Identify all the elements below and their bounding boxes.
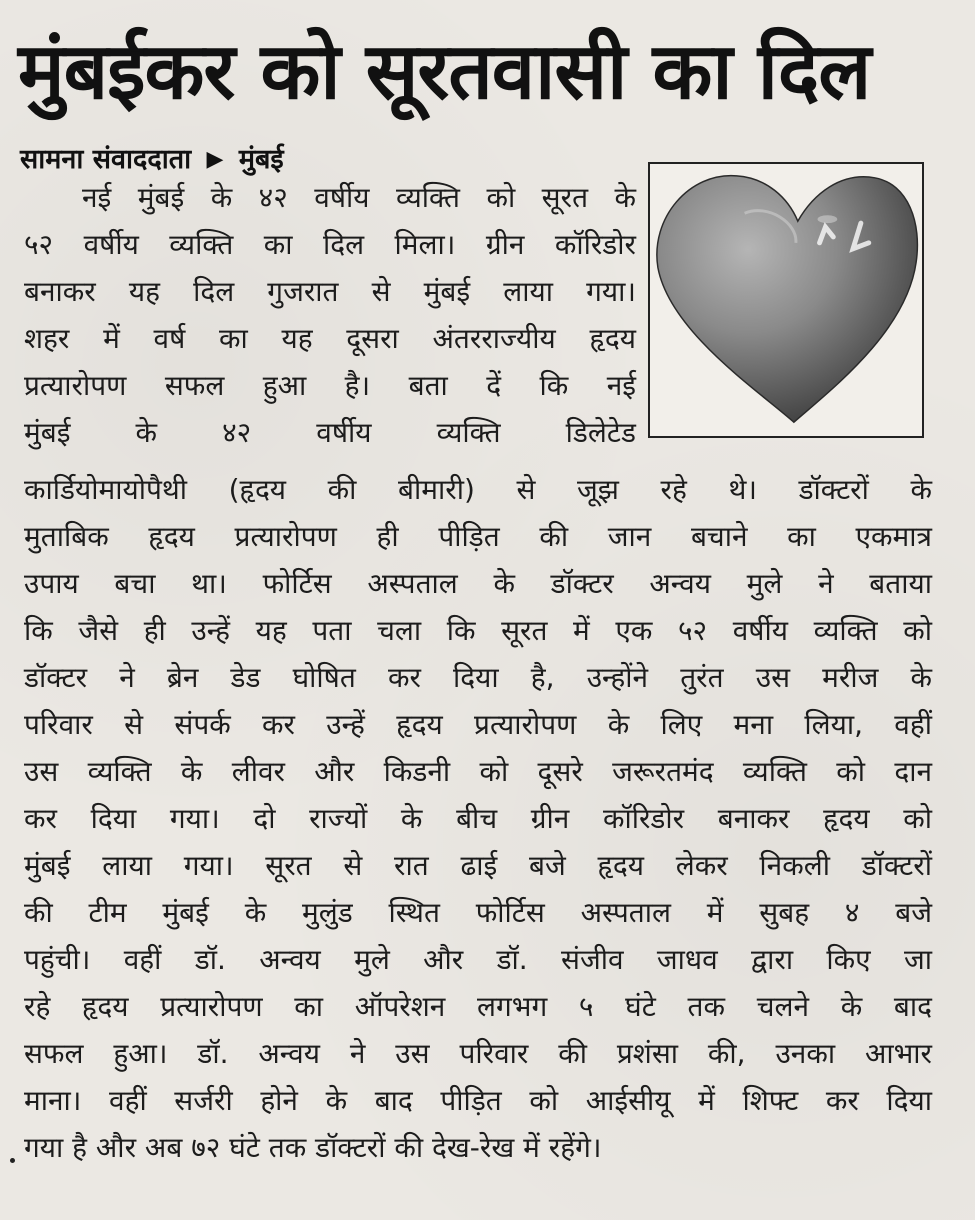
byline-source: सामना संवाददाता bbox=[20, 144, 192, 175]
body-line: की टीम मुंबई के मुलुंड स्थित फोर्टिस अस्पताल में सुबह ४ बजे bbox=[24, 896, 932, 929]
bullet-dot bbox=[10, 1158, 15, 1163]
body-line: परिवार से संपर्क कर उन्हें हृदय प्रत्यारोपण के लिए मना लिया, वहीं bbox=[24, 708, 932, 741]
body-line: ५२ वर्षीय व्यक्ति का दिल मिला। ग्रीन कॉरिडोर bbox=[24, 228, 636, 261]
body-line: रहे हृदय प्रत्यारोपण का ऑपरेशन लगभग ५ घंटे तक चलने के बाद bbox=[24, 990, 932, 1023]
body-line: प्रत्यारोपण सफल हुआ है। बता दें कि नई bbox=[24, 369, 636, 402]
body-line: उस व्यक्ति के लीवर और किडनी को दूसरे जरूरतमंद व्यक्ति को दान bbox=[24, 755, 932, 788]
body-line: सफल हुआ। डॉ. अन्वय ने उस परिवार की प्रशंसा की, उनका आभार bbox=[24, 1037, 932, 1070]
body-line: पहुंची। वहीं डॉ. अन्वय मुले और डॉ. संजीव जाधव द्वारा किए जा bbox=[24, 943, 932, 976]
body-line: मुंबई लाया गया। सूरत से रात ढाई बजे हृदय लेकर निकली डॉक्टरों bbox=[24, 849, 932, 882]
body-line: माना। वहीं सर्जरी होने के बाद पीड़ित को आईसीयू में शिफ्ट कर दिया bbox=[24, 1084, 932, 1117]
byline-separator: ▶ bbox=[206, 147, 224, 172]
body-line: बनाकर यह दिल गुजरात से मुंबई लाया गया। bbox=[24, 275, 636, 308]
article-body bbox=[24, 180, 942, 1200]
body-line: गया है और अब ७२ घंटे तक डॉक्टरों की देख-रेख में रहेंगे। bbox=[24, 1131, 602, 1164]
byline-location: मुंबई bbox=[238, 144, 284, 175]
byline bbox=[20, 140, 284, 180]
body-line: डॉक्टर ने ब्रेन डेड घोषित कर दिया है, उन्होंने तुरंत उस मरीज के bbox=[24, 661, 932, 694]
body-line: शहर में वर्ष का यह दूसरा अंतरराज्यीय हृदय bbox=[24, 322, 636, 355]
body-line: उपाय बचा था। फोर्टिस अस्पताल के डॉक्टर अन्वय मुले ने बताया bbox=[24, 567, 932, 600]
body-line: कार्डियोमायोपैथी (हृदय की बीमारी) से जूझ रहे थे। डॉक्टरों के bbox=[24, 473, 932, 506]
body-line: मुताबिक हृदय प्रत्यारोपण ही पीड़ित की जान बचाने का एकमात्र bbox=[24, 520, 932, 553]
body-line: मुंबई के ४२ वर्षीय व्यक्ति डिलेटेड bbox=[24, 416, 636, 449]
body-line: कि जैसे ही उन्हें यह पता चला कि सूरत में एक ५२ वर्षीय व्यक्ति को bbox=[24, 614, 932, 647]
body-line: नई मुंबई के ४२ वर्षीय व्यक्ति को सूरत के bbox=[82, 181, 636, 214]
headline: मुंबईकर को सूरतवासी का दिल bbox=[18, 27, 871, 117]
body-line: कर दिया गया। दो राज्यों के बीच ग्रीन कॉरिडोर बनाकर हृदय को bbox=[24, 802, 932, 835]
